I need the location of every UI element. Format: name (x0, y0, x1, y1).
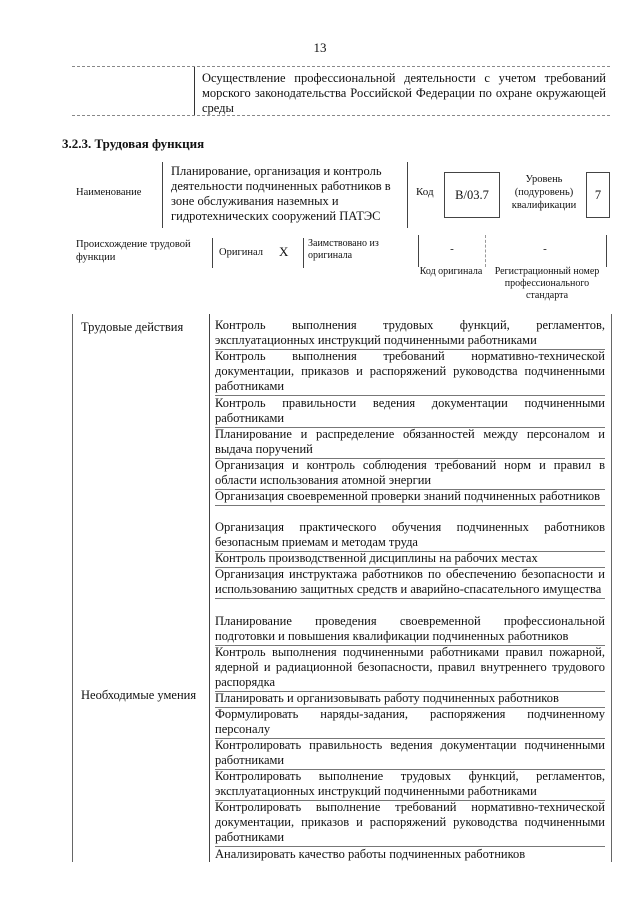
name-label: Наименование (76, 187, 142, 198)
labor-action-item: Контроль производственной дисциплины на рабочих местах (215, 551, 605, 568)
skill-item: Планировать и организовывать работу подчиненных работников (215, 691, 605, 708)
original-box (212, 238, 304, 268)
origin-label: Происхождение трудовой функции (76, 239, 191, 263)
skill-item: Контролировать правильность ведения документации подчиненными работниками (215, 738, 605, 770)
original-code-value: - (418, 235, 486, 267)
reg-number-value: - (484, 235, 607, 267)
labor-action-item: Контроль выполнения требований нормативно-технической документации, приказов и распоряжений руководства подчиненными работниками (215, 349, 605, 396)
labor-action-item: Контроль правильности ведения документации подчиненными работниками (215, 396, 605, 428)
skills-label: Необходимые умения (81, 688, 197, 702)
original-mark: X (279, 244, 289, 259)
skill-item: Формулировать наряды-задания, распоряжения подчиненному персоналу (215, 707, 605, 739)
continuation-row (72, 66, 610, 116)
section-title: 3.2.3. Трудовая функция (62, 136, 205, 151)
borrowed-label: Заимствовано из оригинала (308, 238, 379, 261)
labor-action-item: Контроль выполнения подчиненными работниками правил пожарной, ядерной и радиационной безопасности, правил внутреннего трудового распорядка (215, 645, 605, 692)
continuation-text: Осуществление профессиональной деятельности с учетом требований морского законодательства Российской Федерации по охране окружающей среды (202, 71, 606, 115)
labor-action-item: Планирование проведения своевременной профессиональной подготовки и повышения квалификации подчиненных работников (215, 614, 605, 646)
labor-action-item: Организация и контроль соблюдения требований норм и правил в области использования атомной энергии (215, 458, 605, 490)
labor-action-item: Контроль выполнения трудовых функций, регламентов, эксплуатационных инструкций подчиненными работниками (215, 318, 605, 350)
labor-action-item: Планирование и распределение обязанностей между персоналом и выдача поручений (215, 427, 605, 459)
reg-number-caption: Регистрационный номер профессионального стандарта (494, 266, 600, 301)
skill-item: Анализировать качество работы подчиненных работников (215, 847, 526, 861)
code-value: B/03.7 (444, 172, 500, 218)
labor-action-item: Организация своевременной проверки знаний подчиненных работников (215, 489, 605, 506)
skill-item: Контролировать выполнение трудовых функций, регламентов, эксплуатационных инструкций подчиненными работниками (215, 769, 605, 801)
level-label: Уровень (подуровень) квалификации (511, 174, 577, 211)
function-name-box (162, 162, 408, 228)
level-value: 7 (586, 172, 610, 218)
code-label: Код (416, 186, 434, 198)
original-code-caption: Код оригинала (419, 266, 483, 277)
labor-action-item: Организация практического обучения подчиненных работников безопасным приемам и методам труда (215, 520, 605, 552)
requirements-table (72, 314, 612, 862)
original-label: Оригинал (219, 247, 263, 258)
labor-actions-label: Трудовые действия (81, 320, 184, 334)
page-number: 13 (313, 40, 327, 55)
skill-item: Контролировать выполнение требований нормативно-технической документации, приказов и распоряжений руководства подчиненными работниками (215, 800, 605, 847)
function-name: Планирование, организация и контроль деятельности подчиненных работников в зоне обслуживания наземных и гидротехнических сооружений ПАТЭС (171, 164, 391, 223)
labor-action-item: Организация инструктажа работников по обеспечению безопасности и использованию защитных средств и аварийно-спасательного имущества (215, 567, 605, 599)
